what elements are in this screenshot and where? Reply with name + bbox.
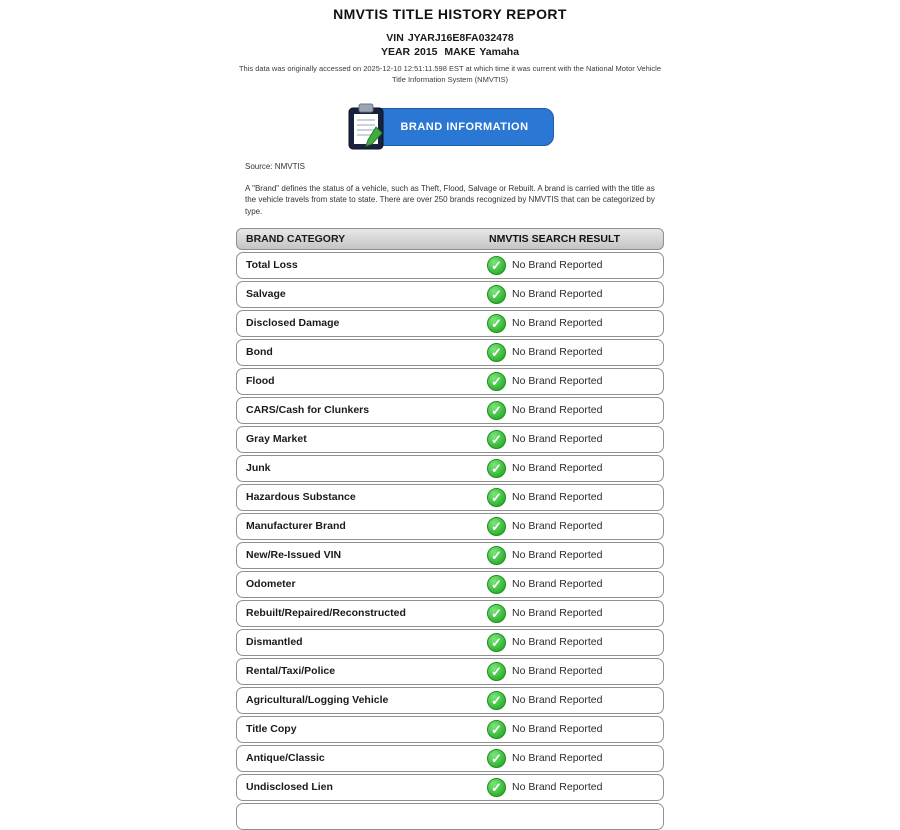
make-label: MAKE: [444, 46, 476, 58]
report-content: [236, 162, 664, 830]
search-result-cell: [485, 604, 663, 623]
brand-category-cell: Rental/Taxi/Police: [246, 665, 336, 678]
brand-category-cell: Dismantled: [246, 636, 303, 649]
search-result-cell: [485, 546, 663, 565]
brand-description: A "Brand" defines the status of a vehicle, such as Theft, Flood, Salvage or Rebuilt. A brand is carried with the title as the vehicle travels from state to state. There are over 250 brands recognized by NMVTIS that can be categorized by type.: [245, 183, 655, 216]
check-icon: ✓: [487, 778, 506, 797]
result-text: No Brand Reported: [512, 665, 603, 678]
brand-category-cell: CARS/Cash for Clunkers: [246, 404, 370, 417]
vin-line: [0, 32, 900, 44]
check-icon: ✓: [487, 314, 506, 333]
year-label: YEAR: [380, 46, 411, 58]
brand-row: [236, 455, 664, 482]
result-text: No Brand Reported: [512, 549, 603, 562]
brand-category-cell: Manufacturer Brand: [246, 520, 346, 533]
brand-row: [236, 629, 664, 656]
brand-row: [236, 513, 664, 540]
year-value: 2015: [414, 46, 438, 58]
brand-category-cell: Antique/Classic: [246, 752, 325, 765]
check-icon: ✓: [487, 488, 506, 507]
check-icon: ✓: [487, 575, 506, 594]
brand-category-cell: Odometer: [246, 578, 296, 591]
brand-row: [236, 687, 664, 714]
search-result-cell: [485, 401, 663, 420]
search-result-cell: [485, 343, 663, 362]
check-icon: ✓: [487, 662, 506, 681]
brand-information-button[interactable]: BRAND INFORMATION: [369, 108, 553, 146]
brand-row: [236, 252, 664, 279]
result-text: No Brand Reported: [512, 317, 603, 330]
table-header-row: [236, 228, 664, 250]
check-icon: ✓: [487, 517, 506, 536]
result-text: No Brand Reported: [512, 462, 603, 475]
brand-row: [236, 542, 664, 569]
brand-category-cell: Rebuilt/Repaired/Reconstructed: [246, 607, 406, 620]
result-text: No Brand Reported: [512, 607, 603, 620]
search-result-cell: [485, 720, 663, 739]
search-result-cell: [485, 691, 663, 710]
brand-information-section: [0, 102, 900, 152]
result-text: No Brand Reported: [512, 578, 603, 591]
result-text: No Brand Reported: [512, 259, 603, 272]
result-text: No Brand Reported: [512, 433, 603, 446]
page-title: NMVTIS TITLE HISTORY REPORT: [333, 6, 567, 22]
access-disclaimer: This data was originally accessed on 2025-12-10 12:51:11.598 EST at which time it was current with the National Motor Vehicle Title Information System (NMVTIS): [238, 64, 662, 84]
result-text: No Brand Reported: [512, 404, 603, 417]
brand-table-body: [236, 252, 664, 801]
brand-category-cell: Bond: [246, 346, 273, 359]
search-result-cell: [485, 372, 663, 391]
result-text: No Brand Reported: [512, 752, 603, 765]
check-icon: ✓: [487, 633, 506, 652]
brand-row: [236, 658, 664, 685]
check-icon: ✓: [487, 372, 506, 391]
search-result-cell: [485, 633, 663, 652]
check-icon: ✓: [487, 401, 506, 420]
check-icon: ✓: [487, 749, 506, 768]
year-make-line: [0, 46, 900, 58]
search-result-cell: [485, 488, 663, 507]
brand-category-cell: Agricultural/Logging Vehicle: [246, 694, 389, 707]
search-result-cell: [485, 256, 663, 275]
brand-row: [236, 745, 664, 772]
report-header: [0, 0, 900, 86]
brand-category-cell: Flood: [246, 375, 275, 388]
result-text: No Brand Reported: [512, 375, 603, 388]
brand-row: [236, 426, 664, 453]
check-icon: ✓: [487, 343, 506, 362]
check-icon: ✓: [487, 285, 506, 304]
search-result-cell: [485, 749, 663, 768]
brand-row: [236, 774, 664, 801]
brand-row: [236, 716, 664, 743]
vin-value: JYARJ16E8FA032478: [407, 32, 514, 44]
brand-category-cell: Disclosed Damage: [246, 317, 340, 330]
search-result-cell: [485, 459, 663, 478]
search-result-cell: [485, 575, 663, 594]
check-icon: ✓: [487, 459, 506, 478]
brand-row: [236, 281, 664, 308]
search-result-header: NMVTIS SEARCH RESULT: [489, 232, 621, 245]
brand-category-cell: Gray Market: [246, 433, 307, 446]
result-text: No Brand Reported: [512, 636, 603, 649]
clipped-next-row: [236, 803, 664, 830]
result-text: No Brand Reported: [512, 723, 603, 736]
result-text: No Brand Reported: [512, 288, 603, 301]
brand-row: [236, 397, 664, 424]
check-icon: ✓: [487, 691, 506, 710]
brand-category-cell: Hazardous Substance: [246, 491, 356, 504]
check-icon: ✓: [487, 256, 506, 275]
brand-category-cell: Total Loss: [246, 259, 298, 272]
search-result-cell: [485, 778, 663, 797]
result-text: No Brand Reported: [512, 694, 603, 707]
search-result-cell: [485, 314, 663, 333]
brand-row: [236, 484, 664, 511]
search-result-cell: [485, 662, 663, 681]
search-result-cell: [485, 517, 663, 536]
brand-category-cell: Undisclosed Lien: [246, 781, 333, 794]
result-text: No Brand Reported: [512, 346, 603, 359]
result-text: No Brand Reported: [512, 491, 603, 504]
result-text: No Brand Reported: [512, 781, 603, 794]
brand-row: [236, 368, 664, 395]
brand-row: [236, 310, 664, 337]
vin-label: VIN: [386, 32, 404, 44]
brand-category-cell: Junk: [246, 462, 271, 475]
brand-category-cell: New/Re-Issued VIN: [246, 549, 342, 562]
make-value: Yamaha: [479, 46, 520, 58]
brand-row: [236, 600, 664, 627]
check-icon: ✓: [487, 546, 506, 565]
result-text: No Brand Reported: [512, 520, 603, 533]
check-icon: ✓: [487, 604, 506, 623]
brand-table: [236, 228, 664, 830]
brand-category-cell: Title Copy: [246, 723, 297, 736]
brand-category-cell: Salvage: [246, 288, 286, 301]
clipboard-icon: [346, 103, 386, 151]
check-icon: ✓: [487, 720, 506, 739]
search-result-cell: [485, 430, 663, 449]
source-text: Source: NMVTIS: [245, 161, 306, 171]
brand-row: [236, 339, 664, 366]
search-result-cell: [485, 285, 663, 304]
check-icon: ✓: [487, 430, 506, 449]
brand-row: [236, 571, 664, 598]
brand-category-header: BRAND CATEGORY: [246, 232, 346, 245]
